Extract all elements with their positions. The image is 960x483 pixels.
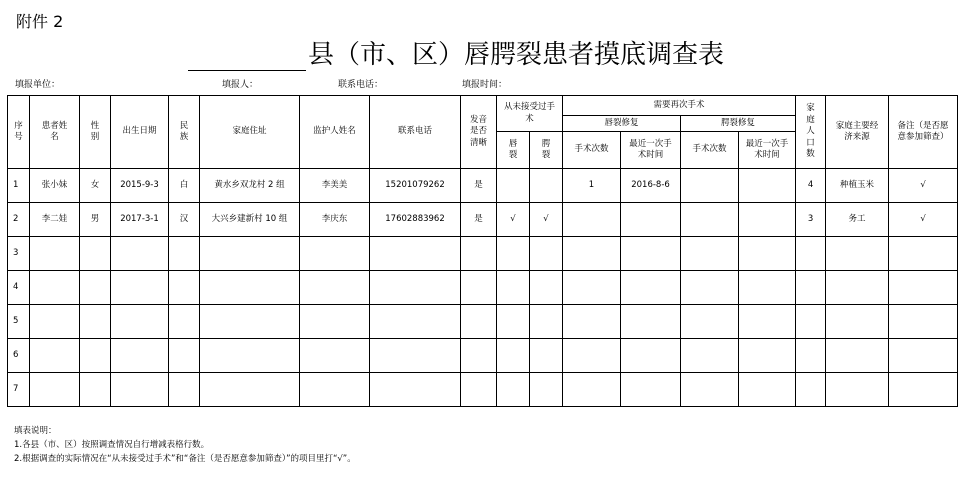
cell-address[interactable] <box>200 305 300 339</box>
cell-birth[interactable]: 2017-3-1 <box>111 203 169 237</box>
cell-gender[interactable] <box>80 373 111 407</box>
cell-pal-time[interactable] <box>739 373 796 407</box>
cell-lip-time[interactable]: 2016-8-6 <box>621 169 681 203</box>
cell-never-palate[interactable] <box>530 271 563 305</box>
cell-ethnicity[interactable] <box>169 271 200 305</box>
cell-seq[interactable]: 2 <box>8 203 30 237</box>
cell-remark[interactable] <box>889 237 958 271</box>
cell-seq[interactable]: 6 <box>8 339 30 373</box>
cell-contact[interactable]: 15201079262 <box>370 169 461 203</box>
cell-pal-time[interactable] <box>739 339 796 373</box>
table-row <box>8 339 958 373</box>
cell-family[interactable]: 3 <box>796 203 826 237</box>
cell-income[interactable] <box>826 339 889 373</box>
cell-family[interactable] <box>796 339 826 373</box>
cell-ethnicity[interactable] <box>169 305 200 339</box>
cell-never-lip[interactable] <box>497 169 530 203</box>
header-family-size: 家庭人口数 <box>796 96 826 169</box>
cell-never-palate[interactable]: √ <box>530 203 563 237</box>
header-palate-repair: 腭裂修复 <box>681 116 796 132</box>
cell-gender[interactable]: 男 <box>80 203 111 237</box>
header-address: 家庭住址 <box>200 96 300 169</box>
meta-filler: 填报人： <box>222 80 259 90</box>
cell-never-lip[interactable] <box>497 339 530 373</box>
cell-seq[interactable]: 5 <box>8 305 30 339</box>
cell-income[interactable] <box>826 237 889 271</box>
cell-lip-count[interactable] <box>563 271 621 305</box>
cell-income[interactable] <box>826 305 889 339</box>
cell-pal-count[interactable] <box>681 305 739 339</box>
cell-ethnicity[interactable] <box>169 237 200 271</box>
table-row <box>8 169 958 203</box>
cell-never-palate[interactable] <box>530 373 563 407</box>
cell-address[interactable] <box>200 373 300 407</box>
cell-never-lip[interactable] <box>497 305 530 339</box>
cell-income[interactable] <box>826 373 889 407</box>
cell-diagnosed[interactable]: 是 <box>461 203 497 237</box>
cell-pal-time[interactable] <box>739 305 796 339</box>
cell-family[interactable] <box>796 373 826 407</box>
cell-never-lip[interactable] <box>497 237 530 271</box>
notes-item: 2.根据调查的实际情况在“从未接受过手术”和“备注（是否愿意参加筛查）”的项目里打“√”。 <box>14 454 356 464</box>
cell-contact[interactable] <box>370 271 461 305</box>
cell-never-lip[interactable]: √ <box>497 203 530 237</box>
page-title <box>188 34 724 71</box>
cell-never-palate[interactable] <box>530 169 563 203</box>
cell-never-lip[interactable] <box>497 271 530 305</box>
cell-diagnosed[interactable]: 是 <box>461 169 497 203</box>
cell-pal-count[interactable] <box>681 169 739 203</box>
cell-ethnicity[interactable]: 汉 <box>169 203 200 237</box>
cell-lip-count[interactable] <box>563 237 621 271</box>
cell-guardian[interactable] <box>300 305 370 339</box>
cell-contact[interactable] <box>370 237 461 271</box>
cell-diagnosed[interactable] <box>461 339 497 373</box>
cell-guardian[interactable] <box>300 271 370 305</box>
cell-family[interactable] <box>796 305 826 339</box>
cell-lip-count[interactable] <box>563 203 621 237</box>
meta-phone: 联系电话： <box>338 80 384 90</box>
cell-lip-count[interactable] <box>563 305 621 339</box>
cell-pal-count[interactable] <box>681 237 739 271</box>
cell-lip-time[interactable] <box>621 237 681 271</box>
cell-income[interactable] <box>826 271 889 305</box>
cell-guardian[interactable]: 李庆东 <box>300 203 370 237</box>
cell-contact[interactable] <box>370 305 461 339</box>
header-never-palate: 腭裂 <box>530 132 563 169</box>
cell-family[interactable] <box>796 271 826 305</box>
cell-birth[interactable] <box>111 305 169 339</box>
cell-seq[interactable]: 4 <box>8 271 30 305</box>
table-row <box>8 305 958 339</box>
cell-lip-time[interactable] <box>621 203 681 237</box>
cell-pal-count[interactable] <box>681 339 739 373</box>
header-lip-count: 手术次数 <box>563 132 621 169</box>
attachment-label: 附件 2 <box>16 12 64 31</box>
cell-gender[interactable]: 女 <box>80 169 111 203</box>
header-remark: 备注（是否愿意参加筛查） <box>889 96 958 169</box>
county-blank-line[interactable] <box>188 40 306 71</box>
cell-contact[interactable]: 17602883962 <box>370 203 461 237</box>
cell-never-lip[interactable] <box>497 373 530 407</box>
header-palate-count: 手术次数 <box>681 132 739 169</box>
title-text: 县（市、区）唇腭裂患者摸底调查表 <box>308 40 725 70</box>
notes-heading: 填表说明： <box>14 426 57 436</box>
cell-never-palate[interactable] <box>530 237 563 271</box>
header-never-surgery: 从未接受过手术 <box>497 96 563 132</box>
cell-seq[interactable]: 7 <box>8 373 30 407</box>
cell-remark[interactable]: √ <box>889 203 958 237</box>
meta-time: 填报时间： <box>462 80 508 90</box>
cell-contact[interactable] <box>370 339 461 373</box>
cell-lip-time[interactable] <box>621 271 681 305</box>
cell-lip-count[interactable]: 1 <box>563 169 621 203</box>
cell-ethnicity[interactable] <box>169 339 200 373</box>
header-never-lip: 唇裂 <box>497 132 530 169</box>
cell-pal-count[interactable] <box>681 203 739 237</box>
cell-name[interactable] <box>30 339 80 373</box>
cell-name[interactable]: 张小妹 <box>30 169 80 203</box>
cell-diagnosed[interactable] <box>461 271 497 305</box>
table-row <box>8 373 958 407</box>
cell-family[interactable] <box>796 237 826 271</box>
notes <box>14 424 356 466</box>
header-seq: 序号 <box>8 96 30 169</box>
cell-birth[interactable] <box>111 339 169 373</box>
cell-name[interactable] <box>30 305 80 339</box>
cell-name[interactable] <box>30 373 80 407</box>
cell-income[interactable]: 种植玉米 <box>826 169 889 203</box>
header-lip-repair: 唇裂修复 <box>563 116 681 132</box>
cell-address[interactable] <box>200 339 300 373</box>
header-needs-surgery: 需要再次手术 <box>563 96 796 116</box>
notes-item: 1.各县（市、区）按照调查情况自行增减表格行数。 <box>14 440 210 450</box>
cell-birth[interactable]: 2015-9-3 <box>111 169 169 203</box>
cell-pal-time[interactable] <box>739 169 796 203</box>
cell-lip-count[interactable] <box>563 339 621 373</box>
cell-pal-time[interactable] <box>739 203 796 237</box>
header-birth: 出生日期 <box>111 96 169 169</box>
header-contact: 联系电话 <box>370 96 461 169</box>
header-guardian: 监护人姓名 <box>300 96 370 169</box>
cell-seq[interactable]: 1 <box>8 169 30 203</box>
cell-diagnosed[interactable] <box>461 373 497 407</box>
cell-never-palate[interactable] <box>530 339 563 373</box>
cell-guardian[interactable]: 李美美 <box>300 169 370 203</box>
cell-birth[interactable] <box>111 373 169 407</box>
cell-never-palate[interactable] <box>530 305 563 339</box>
cell-address[interactable] <box>200 237 300 271</box>
cell-seq[interactable]: 3 <box>8 237 30 271</box>
header-ethnicity: 民族 <box>169 96 200 169</box>
cell-name[interactable] <box>30 237 80 271</box>
cell-pal-count[interactable] <box>681 373 739 407</box>
cell-gender[interactable] <box>80 237 111 271</box>
cell-birth[interactable] <box>111 271 169 305</box>
cell-diagnosed[interactable] <box>461 237 497 271</box>
header-income: 家庭主要经济来源 <box>826 96 889 169</box>
survey-table <box>7 95 958 407</box>
header-gender: 性别 <box>80 96 111 169</box>
cell-lip-time[interactable] <box>621 305 681 339</box>
header-diagnosed: 发音是否清晰 <box>461 96 497 169</box>
cell-name[interactable]: 李二娃 <box>30 203 80 237</box>
cell-gender[interactable] <box>80 271 111 305</box>
cell-ethnicity[interactable]: 白 <box>169 169 200 203</box>
cell-guardian[interactable] <box>300 237 370 271</box>
cell-name[interactable] <box>30 271 80 305</box>
header-palate-last-time: 最近一次手术时间 <box>739 132 796 169</box>
cell-pal-count[interactable] <box>681 271 739 305</box>
cell-lip-time[interactable] <box>621 373 681 407</box>
cell-lip-time[interactable] <box>621 339 681 373</box>
cell-address[interactable]: 黄水乡双龙村 2 组 <box>200 169 300 203</box>
cell-address[interactable]: 大兴乡建新村 10 组 <box>200 203 300 237</box>
cell-remark[interactable] <box>889 271 958 305</box>
cell-pal-time[interactable] <box>739 237 796 271</box>
cell-pal-time[interactable] <box>739 271 796 305</box>
cell-remark[interactable] <box>889 373 958 407</box>
cell-guardian[interactable] <box>300 339 370 373</box>
header-name: 患者姓名 <box>30 96 80 169</box>
cell-gender[interactable] <box>80 339 111 373</box>
cell-ethnicity[interactable] <box>169 373 200 407</box>
cell-birth[interactable] <box>111 237 169 271</box>
meta-unit: 填报单位： <box>15 80 61 90</box>
table-row <box>8 271 958 305</box>
cell-gender[interactable] <box>80 305 111 339</box>
cell-family[interactable]: 4 <box>796 169 826 203</box>
cell-address[interactable] <box>200 271 300 305</box>
cell-lip-count[interactable] <box>563 373 621 407</box>
cell-income[interactable]: 务工 <box>826 203 889 237</box>
cell-remark[interactable] <box>889 339 958 373</box>
cell-remark[interactable]: √ <box>889 169 958 203</box>
header-lip-last-time: 最近一次手术时间 <box>621 132 681 169</box>
cell-guardian[interactable] <box>300 373 370 407</box>
table-row <box>8 203 958 237</box>
table-row <box>8 237 958 271</box>
cell-remark[interactable] <box>889 305 958 339</box>
cell-diagnosed[interactable] <box>461 305 497 339</box>
cell-contact[interactable] <box>370 373 461 407</box>
